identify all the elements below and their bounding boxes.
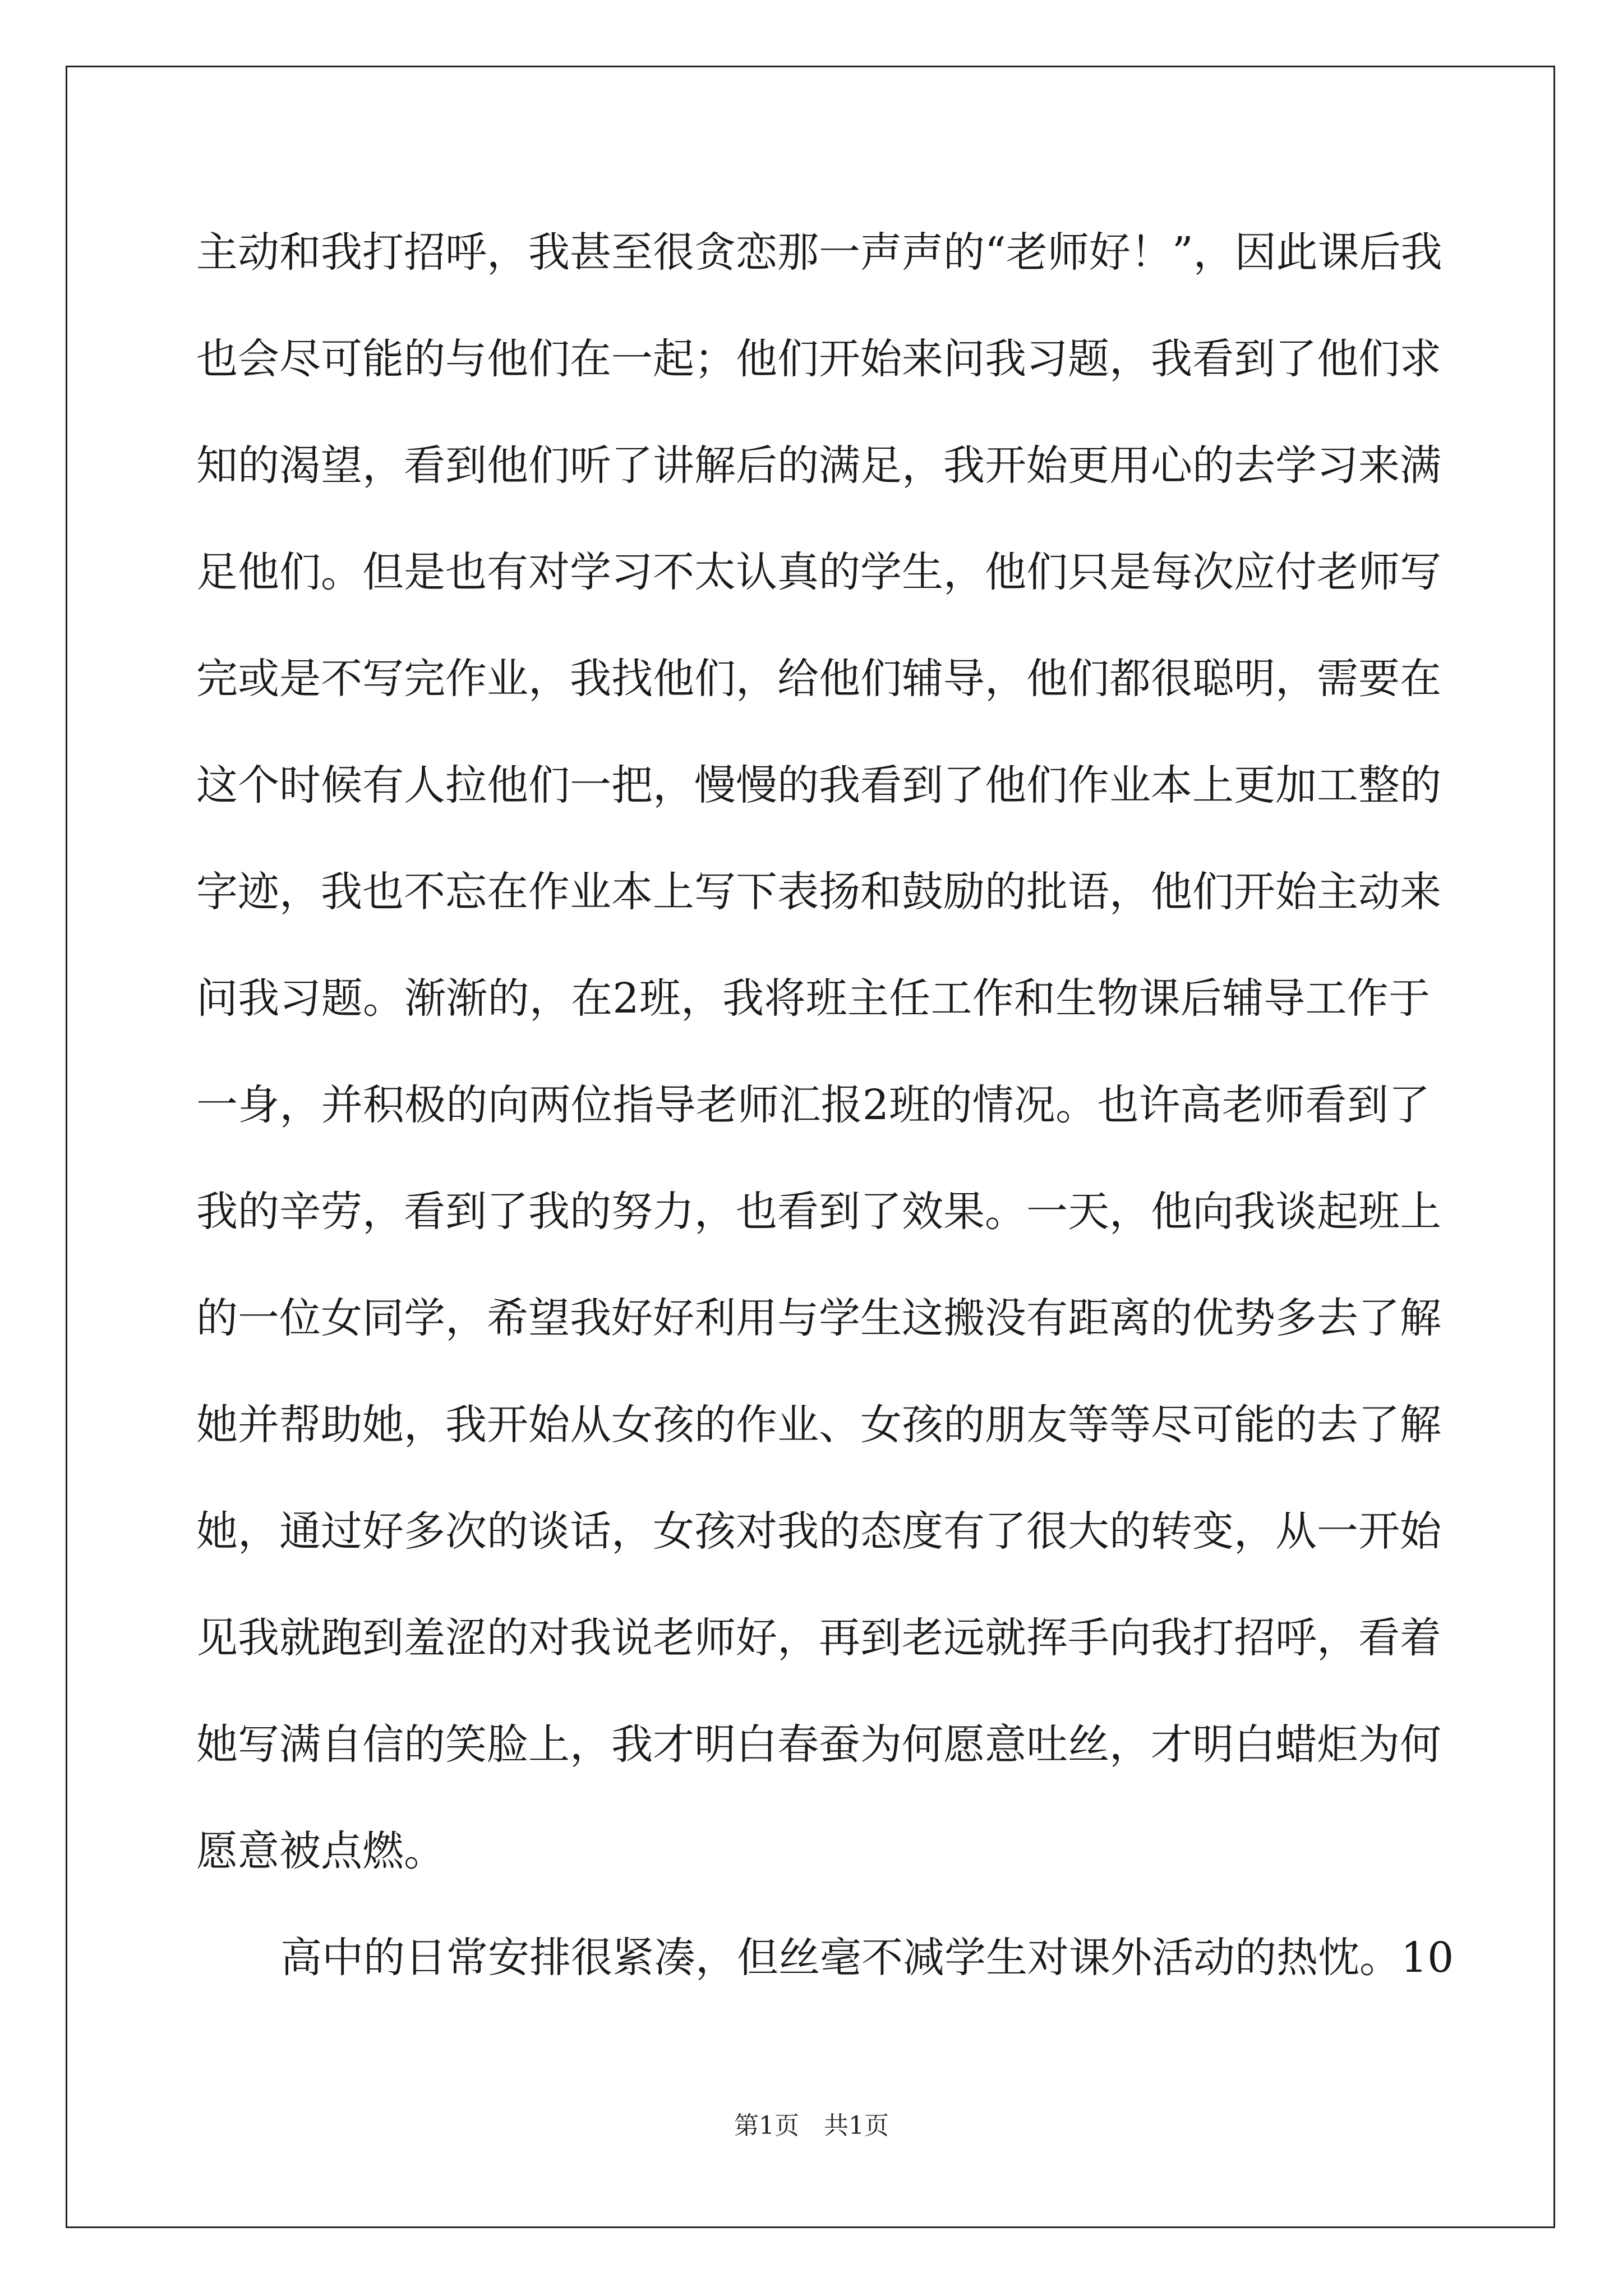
text-line: 见我就跑到羞涩的对我说老师好，再到老远就挥手向我打招呼，看着 bbox=[196, 1614, 1441, 1662]
text-line: 我的辛劳，看到了我的努力，也看到了效果。一天，他向我谈起班上 bbox=[196, 1188, 1441, 1236]
text-line: 完或是不写完作业，我找他们，给他们辅导，他们都很聪明，需要在 bbox=[196, 655, 1441, 703]
text-line: 也会尽可能的与他们在一起；他们开始来问我习题，我看到了他们求 bbox=[196, 335, 1441, 383]
text-line: 她写满自信的笑脸上，我才明白春蚕为何愿意吐丝，才明白蜡炬为何 bbox=[196, 1720, 1441, 1769]
text-line: 愿意被点燃。 bbox=[196, 1827, 445, 1875]
text-line: 的一位女同学，希望我好好利用与学生这搬没有距离的优势多去了解 bbox=[196, 1294, 1441, 1342]
text-line: 字迹，我也不忘在作业本上写下表扬和鼓励的批语，他们开始主动来 bbox=[196, 868, 1441, 916]
text-line: 主动和我打招呼，我甚至很贪恋那一声声的“老师好！”，因此课后我 bbox=[196, 228, 1442, 277]
page-border bbox=[66, 66, 1555, 2228]
page-number-footer: 第1页 共1页 bbox=[734, 2111, 889, 2140]
text-line: 她并帮助她，我开始从女孩的作业、女孩的朋友等等尽可能的去了解 bbox=[196, 1401, 1441, 1449]
text-line: 足他们。但是也有对学习不太认真的学生，他们只是每次应付老师写 bbox=[196, 548, 1441, 596]
text-line: 知的渴望，看到他们听了讲解后的满足，我开始更用心的去学习来满 bbox=[196, 441, 1441, 490]
text-line: 她，通过好多次的谈话，女孩对我的态度有了很大的转变，从一开始 bbox=[196, 1507, 1441, 1556]
text-line: 一身，并积极的向两位指导老师汇报2班的情况。也许高老师看到了 bbox=[196, 1081, 1430, 1129]
text-line: 这个时候有人拉他们一把，慢慢的我看到了他们作业本上更加工整的 bbox=[196, 761, 1441, 809]
text-line: 问我习题。渐渐的，在2班，我将班主任工作和生物课后辅导工作于 bbox=[196, 974, 1430, 1023]
paragraph-start-line: 高中的日常安排很紧凑，但丝毫不减学生对课外活动的热忱。10 bbox=[280, 1934, 1454, 1982]
